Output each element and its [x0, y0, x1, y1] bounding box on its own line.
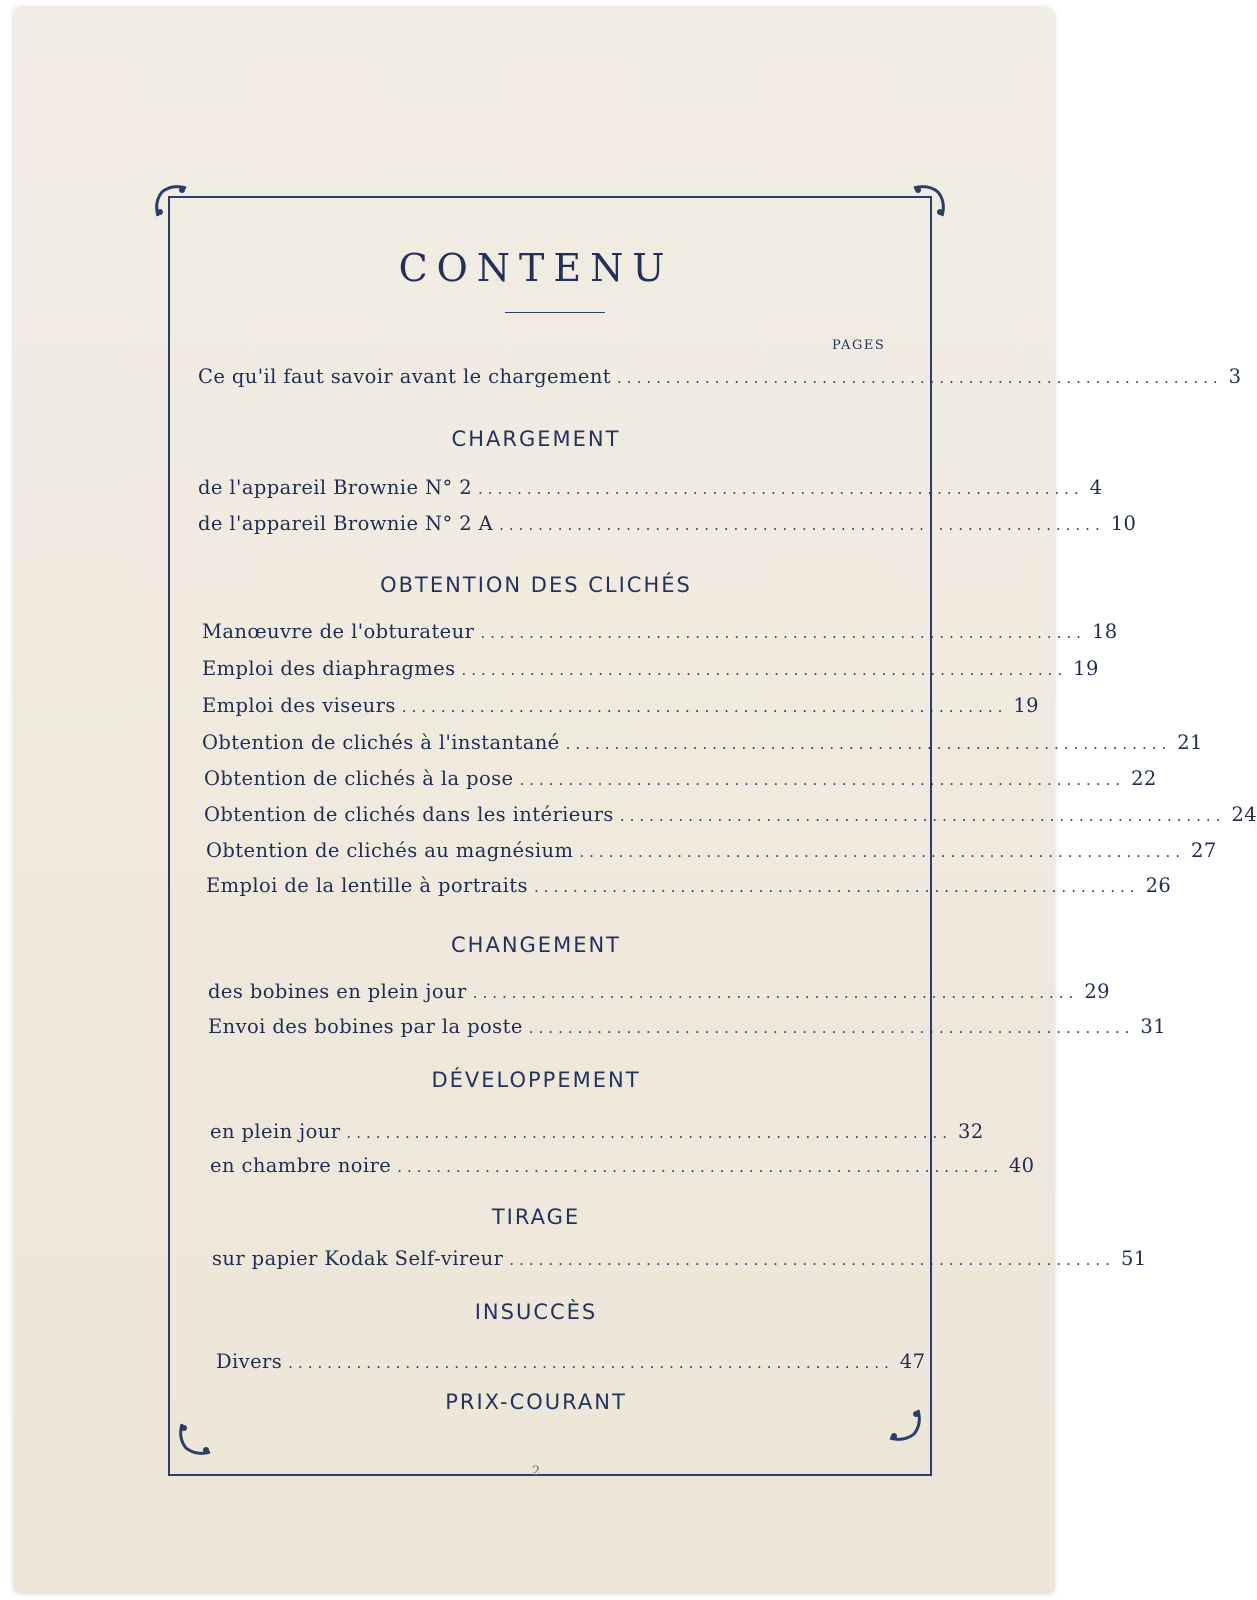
toc-entry-intro — [198, 365, 1242, 395]
leader-dots: .............................................................. — [478, 480, 1084, 498]
toc-entry-label: Manœuvre de l'obturateur — [202, 620, 475, 643]
toc-entry-page: 24 — [1231, 803, 1257, 826]
toc-entry-page: 21 — [1177, 731, 1203, 754]
toc-entry-label: Ce qu'il faut savoir avant le chargement — [198, 365, 612, 388]
toc-entry-page: 18 — [1091, 620, 1118, 643]
toc-entry — [198, 512, 1137, 542]
toc-entry-label: Divers — [216, 1350, 283, 1373]
leader-dots: .............................................................. — [499, 516, 1105, 534]
corner-ornament-bottom-left-icon — [176, 1418, 216, 1458]
section-heading-insucces: INSUCCÈS — [474, 1300, 598, 1324]
section-heading-changement: CHANGEMENT — [451, 933, 621, 957]
toc-entry-label: de l'appareil Brownie N° 2 A — [198, 512, 494, 535]
toc-entry-page: 22 — [1131, 767, 1157, 790]
corner-ornament-top-right-icon — [908, 182, 948, 222]
section-heading-tirage: TIRAGE — [491, 1205, 581, 1229]
toc-entry — [212, 1247, 1147, 1277]
toc-entry-page: 19 — [1013, 694, 1039, 717]
toc-entry-page: 26 — [1145, 874, 1172, 897]
toc-entry — [210, 1120, 984, 1150]
toc-entry-label: Obtention de clichés dans les intérieurs — [204, 803, 614, 826]
toc-entry — [208, 1015, 1167, 1045]
leader-dots: .............................................................. — [397, 1158, 1003, 1176]
toc-entry — [202, 731, 1203, 761]
leader-dots: .............................................................. — [528, 1019, 1135, 1037]
toc-entry — [208, 980, 1110, 1010]
toc-entry-label: sur papier Kodak Self-vireur — [212, 1247, 504, 1270]
toc-entry-label: de l'appareil Brownie N° 2 — [198, 476, 473, 499]
toc-entry — [198, 476, 1103, 506]
section-heading-chargement: CHARGEMENT — [451, 427, 621, 451]
toc-entry — [206, 839, 1217, 869]
page-title: CONTENU — [398, 246, 674, 290]
section-heading-prix-courant: PRIX-COURANT — [445, 1390, 627, 1414]
toc-entry-page: 32 — [958, 1120, 984, 1143]
toc-entry — [210, 1154, 1035, 1184]
toc-entry — [202, 694, 1039, 724]
toc-entry — [204, 767, 1157, 797]
pages-column-label: PAGES — [832, 338, 886, 353]
leader-dots: .............................................................. — [288, 1354, 894, 1372]
leader-dots: .............................................................. — [346, 1124, 953, 1142]
leader-dots: .............................................................. — [461, 661, 1068, 679]
section-heading-obtention: OBTENTION DES CLICHÉS — [380, 573, 692, 597]
toc-entry — [204, 803, 1257, 833]
leader-dots: .............................................................. — [519, 771, 1126, 789]
toc-entry-label: Emploi des diaphragmes — [202, 657, 456, 680]
leader-dots: .............................................................. — [401, 698, 1008, 716]
toc-entry — [202, 620, 1118, 650]
leader-dots: .............................................................. — [480, 624, 1086, 642]
toc-entry-page: 40 — [1008, 1154, 1035, 1177]
toc-entry-page: 31 — [1140, 1015, 1167, 1038]
page-number: 2 — [531, 1464, 541, 1479]
section-heading-developpement: DÉVELOPPEMENT — [431, 1068, 641, 1092]
toc-entry-page: 10 — [1110, 512, 1137, 535]
leader-dots: .............................................................. — [533, 878, 1140, 896]
toc-entry-label: Obtention de clichés à la pose — [204, 767, 514, 790]
toc-entry — [216, 1350, 926, 1380]
title-divider — [505, 312, 605, 313]
toc-entry-page: 51 — [1120, 1247, 1147, 1270]
corner-ornament-top-left-icon — [152, 182, 192, 222]
toc-entry — [202, 657, 1099, 687]
toc-entry-label: en plein jour — [210, 1120, 341, 1143]
leader-dots: .............................................................. — [565, 735, 1172, 753]
leader-dots: .............................................................. — [509, 1251, 1115, 1269]
leader-dots: .............................................................. — [472, 984, 1079, 1002]
toc-entry-page: 47 — [899, 1350, 926, 1373]
leader-dots: .............................................................. — [579, 843, 1186, 861]
toc-entry-label: Emploi des viseurs — [202, 694, 396, 717]
leader-dots: .............................................................. — [617, 369, 1223, 387]
toc-entry-page: 27 — [1191, 839, 1217, 862]
toc-entry-label: Emploi de la lentille à portraits — [206, 874, 528, 897]
toc-entry-page: 3 — [1228, 365, 1242, 388]
toc-entry-page: 4 — [1089, 476, 1103, 499]
toc-entry-label: Envoi des bobines par la poste — [208, 1015, 523, 1038]
toc-entry-page: 19 — [1073, 657, 1099, 680]
toc-entry-label: Obtention de clichés au magnésium — [206, 839, 574, 862]
toc-entry-label: des bobines en plein jour — [208, 980, 467, 1003]
toc-entry-page: 29 — [1084, 980, 1110, 1003]
toc-entry-label: Obtention de clichés à l'instantané — [202, 731, 560, 754]
toc-entry-label: en chambre noire — [210, 1154, 392, 1177]
toc-entry — [206, 874, 1172, 904]
leader-dots: .............................................................. — [619, 807, 1226, 825]
